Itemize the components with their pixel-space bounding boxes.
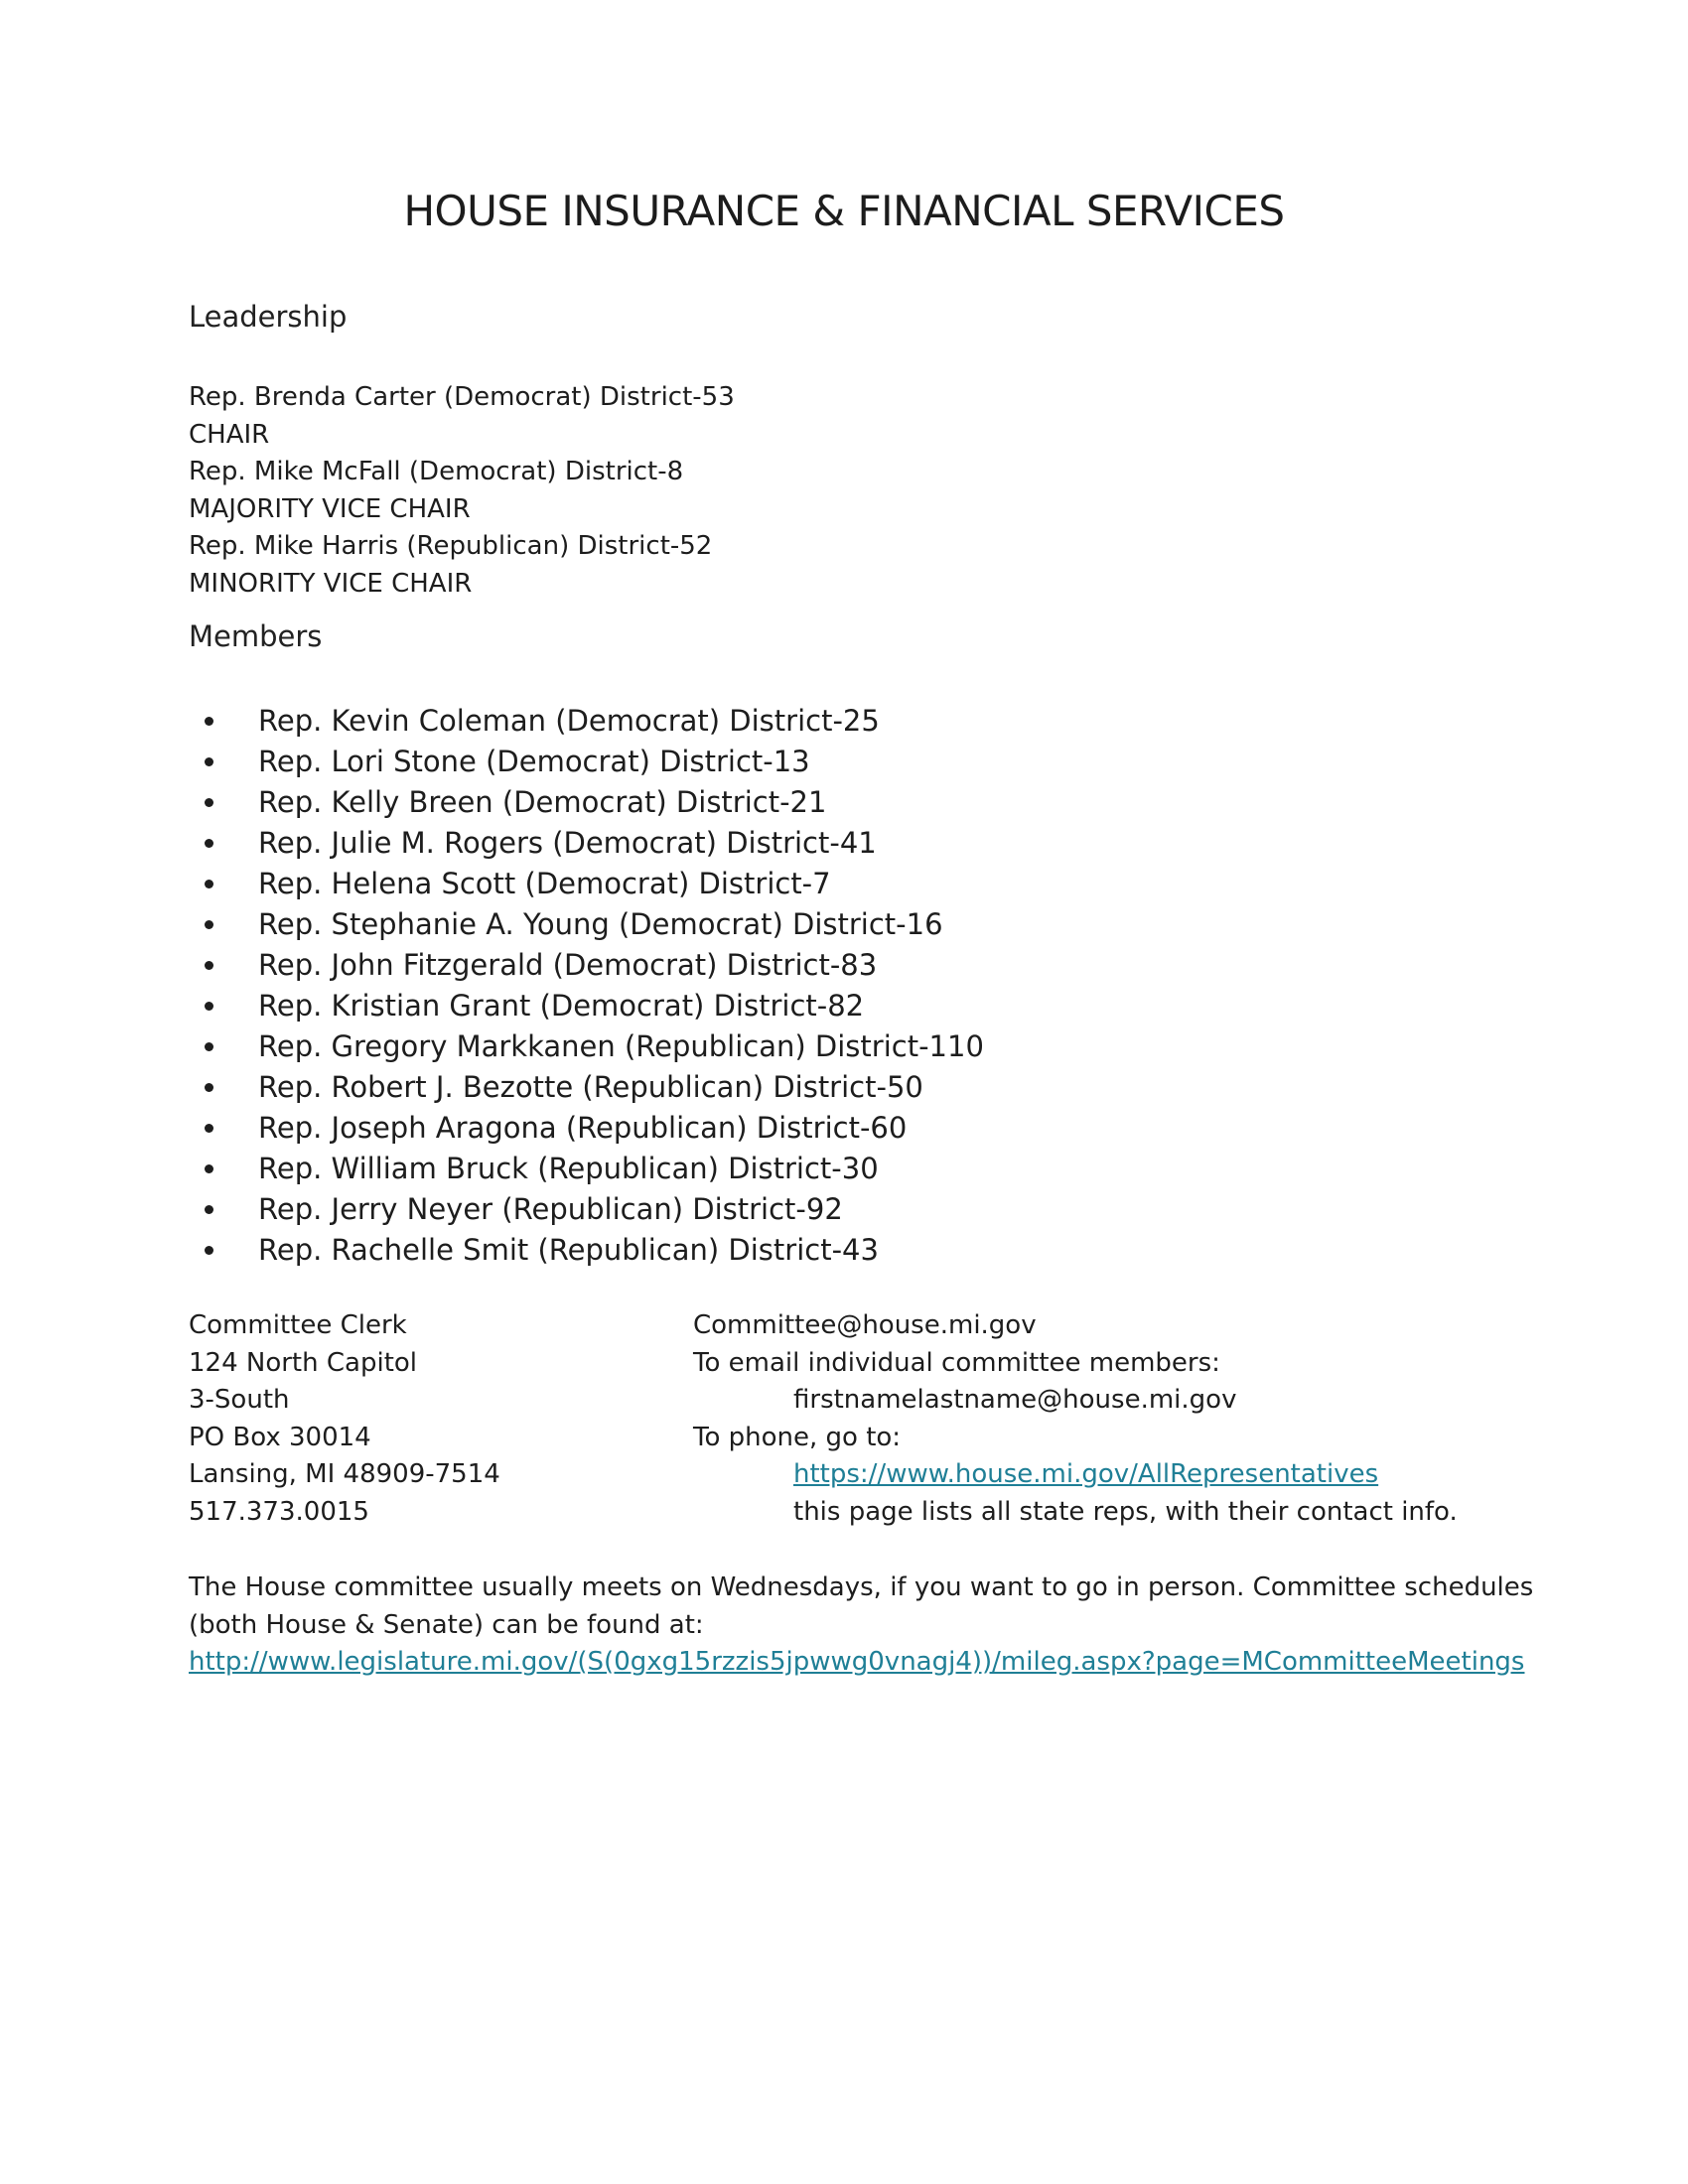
meeting-text-line: (both House & Senate) can be found at: [189,1609,704,1640]
bullet-icon [205,1083,213,1092]
member-name: Rep. Lori Stone (Democrat) District-13 [258,745,810,778]
meeting-text-line: The House committee usually meets on Wednesdays, if you want to go in person. Committee schedules [189,1572,1534,1602]
bullet-icon [205,1205,213,1214]
list-item [189,1067,984,1108]
member-name: Rep. Kevin Coleman (Democrat) District-25 [258,704,880,738]
clerk-line: Lansing, MI 48909-7514 [189,1459,500,1489]
list-item [189,1108,984,1149]
clerk-line: 3-South [189,1385,290,1415]
list-item [189,1230,984,1271]
committee-email: Committee@house.mi.gov [693,1310,1037,1340]
list-item [189,823,984,864]
list-item [189,904,984,945]
bullet-icon [205,1124,213,1133]
clerk-line: Committee Clerk [189,1310,407,1340]
bullet-icon [205,880,213,888]
list-item [189,701,984,742]
meeting-info [189,1570,1534,1682]
phone-label: To phone, go to: [693,1422,902,1452]
member-name: Rep. Julie M. Rogers (Democrat) District-41 [258,826,877,860]
bullet-icon [205,961,213,970]
leadership-heading: Leadership [189,300,348,334]
phone-note: this page lists all state reps, with their contact info. [793,1496,1458,1527]
clerk-line: PO Box 30014 [189,1422,371,1452]
member-name: Rep. Robert J. Bezotte (Republican) District-50 [258,1070,923,1104]
representatives-link[interactable]: https://www.house.mi.gov/AllRepresentatives [793,1459,1379,1489]
contact-info-block [693,1307,1458,1531]
bullet-icon [205,1042,213,1051]
member-name: Rep. Kelly Breen (Democrat) District-21 [258,785,827,819]
member-name: Rep. Helena Scott (Democrat) District-7 [258,867,831,900]
leadership-line: MAJORITY VICE CHAIR [189,493,471,524]
members-heading: Members [189,619,323,653]
bullet-icon [205,1246,213,1255]
leadership-line: Rep. Brenda Carter (Democrat) District-53 [189,382,735,412]
member-name: Rep. William Bruck (Republican) District-30 [258,1152,879,1185]
list-item [189,1189,984,1230]
member-name: Rep. Stephanie A. Young (Democrat) District-16 [258,907,943,941]
list-item [189,864,984,904]
committee-meetings-link[interactable]: http://www.legislature.mi.gov/(S(0gxg15rzzis5jpwwg0vnagj4))/mileg.aspx?page=MCommitteeMeetings [189,1647,1525,1677]
list-item [189,1149,984,1189]
member-name: Rep. Jerry Neyer (Republican) District-92 [258,1192,843,1226]
representatives-link-row [693,1456,1458,1494]
list-item [189,986,984,1026]
list-item [189,1026,984,1067]
page-title: HOUSE INSURANCE & FINANCIAL SERVICES [403,187,1285,235]
individual-email-label: To email individual committee members: [693,1347,1220,1378]
member-name: Rep. Gregory Markkanen (Republican) District-110 [258,1029,984,1063]
members-list [189,701,984,1271]
leadership-line: MINORITY VICE CHAIR [189,568,473,599]
bullet-icon [205,1002,213,1011]
bullet-icon [205,1164,213,1173]
bullet-icon [205,920,213,929]
list-item [189,945,984,986]
member-name: Rep. Rachelle Smit (Republican) District-43 [258,1233,879,1267]
bullet-icon [205,798,213,807]
clerk-address-block [189,1307,500,1531]
clerk-line: 517.373.0015 [189,1496,369,1527]
list-item [189,782,984,823]
clerk-line: 124 North Capitol [189,1347,418,1378]
bullet-icon [205,839,213,848]
list-item [189,742,984,782]
leadership-list [189,379,735,603]
member-name: Rep. Kristian Grant (Democrat) District-82 [258,989,865,1023]
leadership-line: CHAIR [189,419,270,450]
leadership-line: Rep. Mike Harris (Republican) District-52 [189,531,713,561]
member-name: Rep. Joseph Aragona (Republican) District-60 [258,1111,908,1145]
leadership-line: Rep. Mike McFall (Democrat) District-8 [189,457,684,486]
bullet-icon [205,717,213,726]
individual-email-pattern: firstnamelastname@house.mi.gov [793,1385,1237,1415]
member-name: Rep. John Fitzgerald (Democrat) District-83 [258,948,878,982]
bullet-icon [205,757,213,766]
